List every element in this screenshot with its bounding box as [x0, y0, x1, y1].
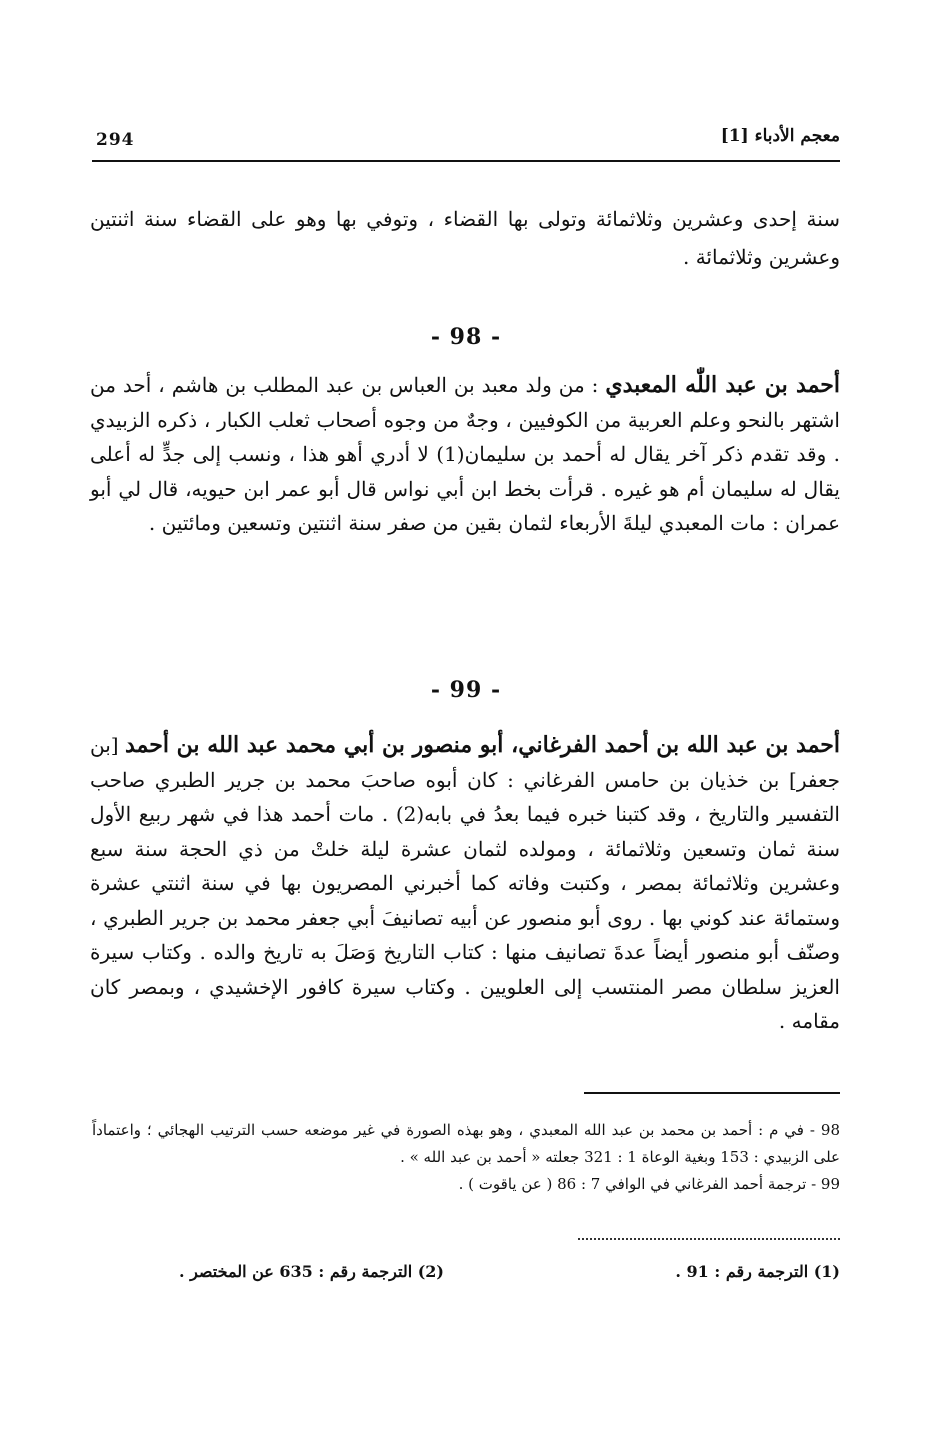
entry-number-98: - 98 -	[430, 324, 502, 350]
note-98: 98 - في م : أحمد بن محمد بن عبد الله المعبدي ، وهو بهذه الصورة في غير موضعه حسب الترتيب الهجائي ؛ واعتماداً على الزبيدي : 153 وبغية الوعاة 1 : 321 جعلته « أحمد بن عبد الله » .	[92, 1121, 840, 1166]
entry-99	[90, 728, 840, 1039]
header-rule	[92, 160, 840, 162]
page-number: 294	[96, 130, 135, 150]
running-header-title: معجم الأدباء [1]	[720, 126, 840, 146]
entry-99-name: أحمد بن عبد الله بن أحمد الفرغاني، أبو منصور بن أبي محمد عبد الله بن أحمد	[125, 732, 841, 758]
footnote-1: (1) الترجمة رقم : 91 .	[675, 1262, 840, 1281]
editor-notes	[92, 1117, 840, 1198]
entry-99-text: [بن جعفر] بن خذيان بن حامس الفرغاني : كان أبوه صاحبَ محمد بن جرير الطبري صاحب التفسير والتاريخ ، وقد كتبنا خبره فيما بعدُ في بابه(2) . مات أحمد هذا في شهر ربيع الأول سنة ثمان وتسعين وثلاثمائة ، ومولده لثمان عشرة ليلة خلتْ من ذي الحجة سنة سبع وعشرين وثلاثمائة بمصر ، وكتبت وفاته كما أخبرني المصريون بها في سنة اثنتي عشرة وستمائة عند كوني بها . روى أبو منصور عن أبيه تصانيفَ أبي جعفر محمد بن جرير الطبري ، وصنّف أبو منصور أيضاً عدةَ تصانيف منها : كتاب التاريخ وَصَلَ به تاريخ والده . وكتاب سيرة العزيز سلطان مصر المنتسب إلى العلويين . وكتاب سيرة كافور الإخشيدي ، وبمصر كان مقامه .	[90, 733, 840, 1033]
footnote-separator	[578, 1238, 840, 1240]
entry-98-name: أحمد بن عبد اللّٰه المعبدي	[605, 372, 841, 398]
entry-98	[90, 368, 840, 541]
intro-text: سنة إحدى وعشرين وثلاثمائة وتولى بها القضاء ، وتوفي بها وهو على القضاء سنة اثنتين وعشرين وثلاثمائة .	[90, 207, 840, 269]
intro-paragraph	[90, 200, 840, 276]
note-99: 99 - ترجمة أحمد الفرغاني في الوافي 7 : 86 ( عن ياقوت ) .	[458, 1175, 840, 1193]
entry-98-text: : من ولد معبد بن العباس بن عبد المطلب بن هاشم ، أحد من اشتهر بالنحو وعلم العربية من الكوفيين ، وجهٌ من وجوه أصحاب ثعلب الكبار ، ذكره الزبيدي . وقد تقدم ذكر آخر يقال له أحمد بن سليمان(1) لا أدري أهو هذا ، ونسب إلى جدٍّ له أعلى يقال له سليمان أم هو غيره . قرأت بخط ابن أبي نواس قال أبو عمر ابن حيويه، قال لي أبو عمران : مات المعبدي ليلةَ الأربعاء لثمان بقين من صفر سنة اثنتين وتسعين ومائتين .	[90, 373, 840, 535]
footnote-2: (2) الترجمة رقم : 635 عن المختصر .	[178, 1262, 444, 1281]
notes-rule	[584, 1092, 840, 1094]
entry-number-99: - 99 -	[430, 677, 502, 703]
